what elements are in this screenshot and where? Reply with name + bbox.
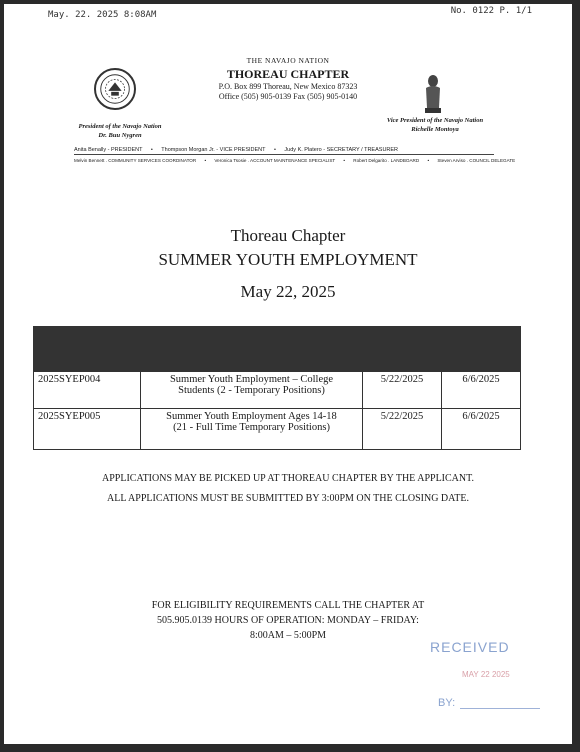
president-block: [70, 122, 170, 140]
eligibility-hours: 8:00AM – 5:00PM: [249, 630, 327, 641]
pickup-notice: APPLICATIONS MAY BE PICKED UP AT THOREAU CHAPTER BY THE APPLICANT.: [102, 473, 474, 484]
table-header-cell: [363, 327, 442, 372]
table-header-cell: [442, 327, 521, 372]
chapter-name: THOREAU CHAPTER: [226, 67, 350, 81]
job-description: [141, 409, 363, 450]
signature-line: [460, 708, 540, 709]
president-title: President of the Navajo Nation: [78, 123, 162, 130]
received-stamp-date: MAY 22 2025: [462, 670, 510, 679]
chapter-staff: [74, 158, 516, 163]
job-code: 2025SYEP005: [34, 409, 141, 450]
job-close-date: 6/6/2025: [442, 409, 521, 450]
separator: •: [204, 158, 207, 163]
eligibility-info: [4, 598, 572, 643]
separator: •: [427, 158, 430, 163]
staff-member: Veronica Tsosie . ACCOUNT MAINTENANCE SPECIALIST: [214, 158, 336, 163]
job-postings-table: [33, 326, 521, 450]
job-description-line: Students (2 - Temporary Positions): [178, 385, 325, 396]
separator: •: [150, 147, 153, 153]
vice-president-name: Richelle Montoya: [411, 126, 459, 133]
table-row: [34, 409, 521, 450]
document-title-chapter: Thoreau Chapter: [230, 226, 346, 245]
officer-secretary: Judy K. Platero - SECRETARY / TREASURER: [284, 147, 399, 153]
job-code: 2025SYEP004: [34, 372, 141, 409]
officer-vice-president: Thompson Morgan Jr. - VICE PRESIDENT: [161, 147, 266, 153]
table-header-cell: [34, 327, 141, 372]
president-name: Dr. Buu Nygren: [98, 132, 142, 139]
received-stamp-by: BY:: [438, 697, 456, 709]
eligibility-line: FOR ELIGIBILITY REQUIREMENTS CALL THE CHAPTER AT: [151, 600, 425, 611]
job-description-line: (21 - Full Time Temporary Positions): [173, 422, 330, 433]
deadline-notice: ALL APPLICATIONS MUST BE SUBMITTED BY 3:00PM ON THE CLOSING DATE.: [107, 493, 469, 504]
job-close-date: 6/6/2025: [442, 372, 521, 409]
fax-timestamp: May. 22. 2025 8:08AM: [48, 10, 157, 20]
separator: •: [273, 147, 276, 153]
staff-member: Robert Delgarito . LANDBOARD: [353, 158, 420, 163]
vice-president-title: Vice President of the Navajo Nation: [386, 117, 484, 124]
document-date: May 22, 2025: [240, 282, 336, 301]
job-open-date: 5/22/2025: [363, 409, 442, 450]
document-page: [4, 4, 572, 744]
chapter-address: P.O. Box 899 Thoreau, New Mexico 87323: [218, 82, 358, 91]
fax-header: [48, 6, 532, 24]
separator: •: [343, 158, 346, 163]
chapter-officers: [74, 147, 494, 155]
table-row: [34, 372, 521, 409]
table-header-row: [34, 327, 521, 372]
officer-president: Anita Benally - PRESIDENT: [74, 147, 143, 153]
staff-member: Melvin Bennett . COMMUNITY SERVICES COORDINATOR: [74, 158, 197, 163]
job-description-line: Summer Youth Employment Ages 14-18: [166, 411, 337, 422]
nation-heading: THE NAVAJO NATION: [246, 56, 330, 65]
staff-member: Steven Arviso . COUNCIL DELEGATE: [437, 158, 516, 163]
chapter-phone-fax: Office (505) 905-0139 Fax (505) 905-0140: [218, 92, 358, 101]
document-title-program: SUMMER YOUTH EMPLOYMENT: [158, 250, 418, 269]
received-stamp: RECEIVED: [430, 639, 510, 655]
job-description-line: Summer Youth Employment – College: [169, 374, 334, 385]
table-header-cell: [141, 327, 363, 372]
fax-page-info: No. 0122 P. 1/1: [450, 6, 532, 16]
eligibility-line: 505.905.0139 HOURS OF OPERATION: MONDAY – FRIDAY:: [157, 615, 419, 626]
vice-president-block: [380, 116, 490, 134]
job-description: [141, 372, 363, 409]
job-open-date: 5/22/2025: [363, 372, 442, 409]
